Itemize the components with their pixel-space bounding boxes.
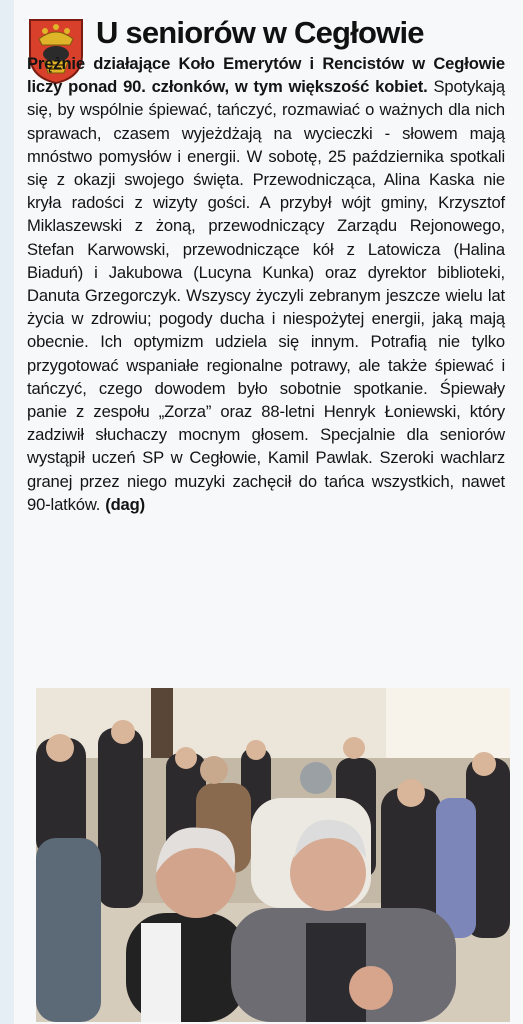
article-lead: Prężnie działające Koło Emerytów i Rencistów w Cegłowie liczy ponad 90. członków, w tym większość kobiet. <box>27 54 505 97</box>
article-title: U seniorów w Cegłowie <box>96 15 424 50</box>
author-signature: (dag) <box>105 494 145 514</box>
article-body: Spotykają się, by wspólnie śpiewać, tańczyć, rozmawiać o ważnych dla nich sprawach, czasem wyjeżdżają na wycieczki - słowem mają mnóstwo pomysłów i energii. W sobotę, 25 października spotkali się z okazji swojego święta. Przewodnicząca, Alina Kaska nie kryła radości z wizyty gości. A przybył wójt gminy, Krzysztof Miklaszewski z żoną, przewodniczący Zarządu Rejonowego, Stefan Karwowski, przewodniczące kół z Latowicza (Halina Biaduń) i Jakubowa (Lucyna Kunka) oraz dyrektor biblioteki, Danuta Grzegorczyk. Wszyscy życzyli zebranym jeszcze wielu lat życia w zdrowiu; pogody ducha i niespożytej energii, jaką mają obecnie. Ich optymizm udziela się innym. Potrafią nie tylko przygotować wspaniałe regionalne potrawy, ale także śpiewać i tańczyć, czego dowodem było sobotnie spotkanie. Śpiewały panie z zespołu „Zorza” oraz 88-letni Henryk Łoniewski, który zadziwił słuchaczy mocnym głosem. Specjalnie dla seniorów wystąpił uczeń SP w Cegłowie, Kamil Pawlak. Szeroki wachlarz granej przez niego muzyki zachęcił do tańca wszystkich, nawet 90-latków. <box>27 77 505 514</box>
article-text <box>27 52 505 516</box>
dancing-seniors-photo <box>36 688 510 1022</box>
